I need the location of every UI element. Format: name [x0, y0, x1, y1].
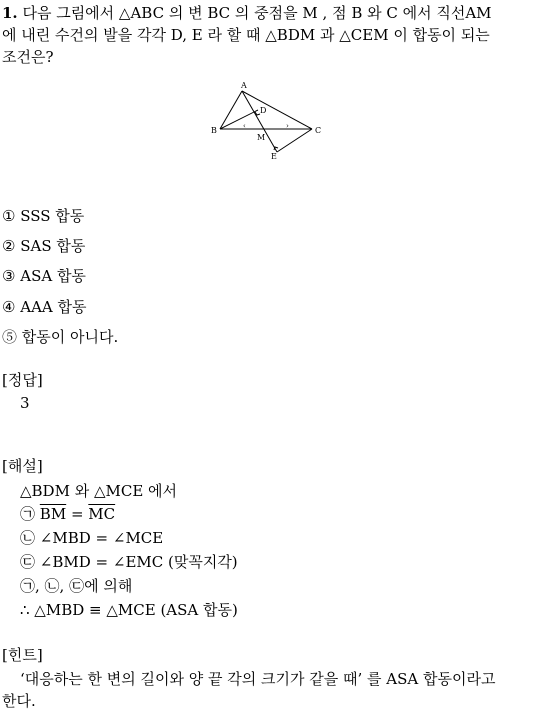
answer-value: 3 [20, 394, 30, 412]
label-e: E [271, 152, 277, 161]
explanation-conclusion: ∴ △MBD ≡ △MCE (ASA 합동) [20, 601, 238, 619]
question-line-3: 조건은? [2, 48, 54, 66]
question-line-2: 에 내린 수건의 발을 각각 D, E 라 할 때 △BDM 과 △CEM 이 합동이 되는 [2, 26, 490, 44]
step-marker: ㉡ [20, 529, 36, 547]
angle-mark-b: ‹ [243, 122, 246, 130]
label-a: A [241, 81, 247, 90]
explanation-heading: [해설] [2, 457, 43, 475]
explanation-step-3 [20, 551, 238, 572]
step-text: ∠MBD = ∠MCE [39, 529, 164, 547]
hint-heading: [힌트] [2, 646, 43, 664]
label-d: D [260, 106, 267, 115]
option-text: 합동이 아니다. [21, 328, 119, 346]
explanation-step-4: ㉠, ㉡, ㉢에 의해 [20, 577, 133, 595]
option-text: SAS 합동 [20, 237, 86, 255]
option-4[interactable] [2, 296, 86, 317]
explanation-intro: △BDM 와 △MCE 에서 [20, 482, 178, 500]
label-c: C [315, 126, 322, 135]
option-1[interactable] [2, 205, 84, 226]
segment-mc: $\overline{MC}$ [88, 505, 116, 523]
hint-line-1: ‘대응하는 한 변의 길이와 양 끝 각의 크기가 같을 때’ 를 ASA 합동이라고 [20, 670, 496, 688]
question-line-1 [2, 2, 492, 24]
label-b: B [211, 126, 217, 135]
option-text: SSS 합동 [20, 207, 85, 225]
option-text: AAA 합동 [20, 298, 87, 316]
triangle-figure [205, 78, 335, 164]
answer-heading: [정답] [2, 371, 43, 389]
equals-sign: = [66, 505, 89, 523]
hint-line-2: 한다. [2, 692, 36, 710]
segment-bm: $\overline{BM}$ [39, 505, 67, 523]
option-5[interactable] [2, 326, 118, 347]
question-number: 1. [2, 4, 18, 22]
question-text-1: 다음 그림에서 △ABC 의 변 BC 의 중점을 M , 점 B 와 C 에서 직선AM [22, 4, 492, 22]
explanation-step-1 [20, 503, 115, 524]
step-marker: ㉠ [20, 505, 36, 523]
perpendicular-ce [277, 129, 312, 152]
option-marker: ② [2, 237, 16, 255]
step-marker: ㉢ [20, 553, 36, 571]
option-marker: ① [2, 207, 16, 225]
option-marker: ④ [2, 298, 16, 316]
option-text: ASA 합동 [20, 267, 86, 285]
option-marker: ③ [2, 267, 16, 285]
step-text: ∠BMD = ∠EMC (맞꼭지각) [39, 553, 238, 571]
angle-mark-c: › [286, 122, 289, 130]
option-marker: ⑤ [2, 328, 18, 346]
option-2[interactable] [2, 235, 85, 256]
explanation-step-2 [20, 527, 163, 548]
option-3[interactable] [2, 265, 86, 286]
label-m: M [257, 133, 266, 142]
